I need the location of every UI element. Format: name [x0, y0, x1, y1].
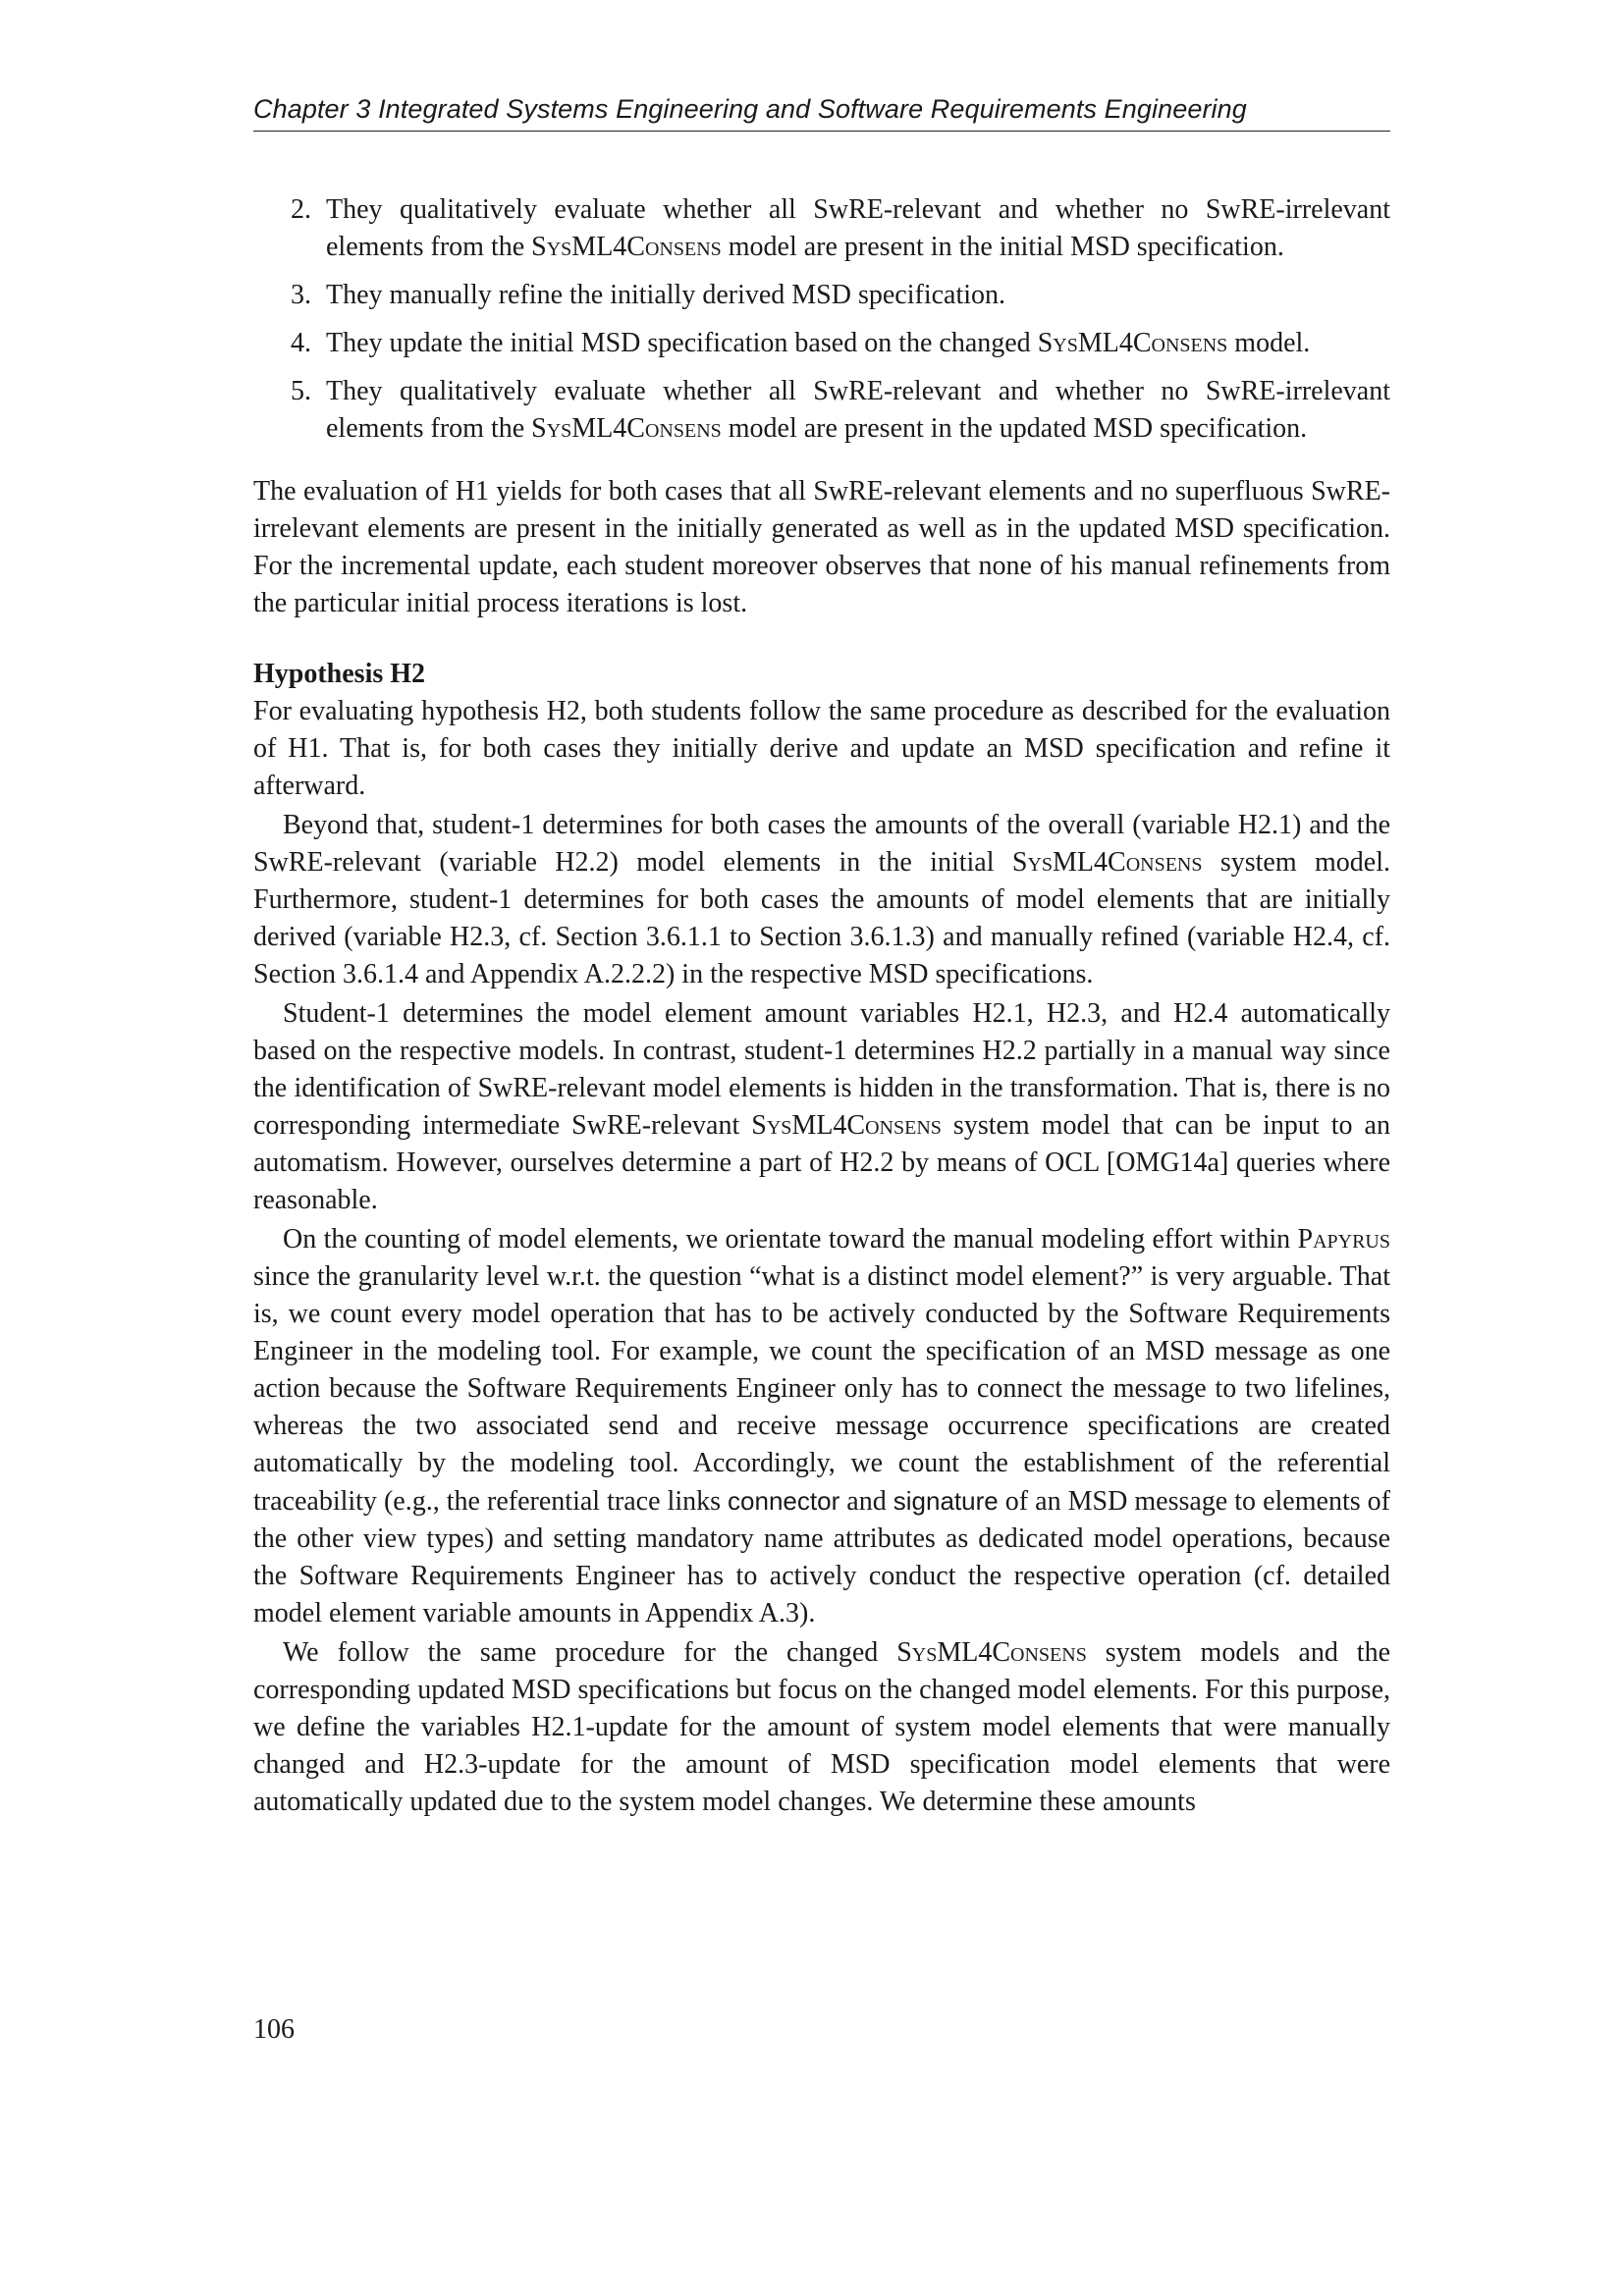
- page-body: [253, 191, 1390, 1821]
- text-run: On the counting of model elements, we orientate toward the manual modeling effort within: [283, 1224, 1298, 1255]
- list-number: 3.: [291, 280, 311, 310]
- list-number: 5.: [291, 376, 311, 406]
- code-term-signature: signature: [893, 1486, 999, 1516]
- text-run: and: [839, 1486, 893, 1517]
- h2-paragraph-4: [253, 1221, 1390, 1632]
- list-item: [253, 191, 1390, 266]
- tool-name: SysML4Consens: [531, 232, 722, 262]
- hypothesis-h2-heading: Hypothesis H2: [253, 659, 426, 689]
- tool-name: SysML4Consens: [531, 413, 722, 444]
- list-text: They qualitatively evaluate whether all SwRE-relevant and whether no SwRE-irrelevant elements from the: [326, 194, 1390, 262]
- list-text: model are present in the initial MSD specification.: [721, 232, 1284, 262]
- list-item: [253, 325, 1390, 362]
- h2-paragraph-3: [253, 995, 1390, 1219]
- list-number: 2.: [291, 194, 311, 225]
- text-run: of an MSD message to elements of the other view types) and setting mandatory name attributes as dedicated model operations, because the Software Requirements Engineer has to actively conduct the respective operation (cf. detailed model element variable amounts in Appendix A.3).: [253, 1486, 1390, 1629]
- list-text: model.: [1227, 328, 1311, 358]
- text-run: since the granularity level w.r.t. the question “what is a distinct model element?” is very arguable. That is, we count every model operation that has to be actively conducted by the Software Requirements Engineer in the modeling tool. For example, we count the specification of an MSD message as one action because the Software Requirements Engineer only has to connect the message to two lifelines, whereas the two associated send and receive message occurrence specifications are created automatically by the modeling tool. Accordingly, we count the establishment of the referential traceability (e.g., the referential trace links: [253, 1261, 1390, 1517]
- tool-name: SysML4Consens: [751, 1110, 942, 1141]
- text-run: system model that can be input to an automatism. However, ourselves determine a part of H2.2 by means of OCL [OMG14a] queries where reasonable.: [253, 1110, 1390, 1215]
- text-run: We follow the same procedure for the changed: [283, 1637, 897, 1668]
- h2-paragraph-1: For evaluating hypothesis H2, both students follow the same procedure as described for the evaluation of H1. That is, for both cases they initially derive and update an MSD specification and refine it afterward.: [253, 696, 1390, 801]
- list-number: 4.: [291, 328, 311, 358]
- tool-name: SysML4Consens: [896, 1637, 1087, 1668]
- tool-name: SysML4Consens: [1011, 847, 1203, 878]
- h2-paragraph-2: [253, 807, 1390, 993]
- text-run: system model. Furthermore, student-1 determines for both cases the amounts of model elements that are initially derived (variable H2.3, cf. Section 3.6.1.1 to Section 3.6.1.3) and manually refined (variable H2.4, cf. Section 3.6.1.4 and Appendix A.2.2.2) in the respective MSD specifications.: [253, 847, 1390, 989]
- h2-paragraph-5: [253, 1634, 1390, 1821]
- tool-name: Papyrus: [1297, 1224, 1390, 1255]
- page-number: 106: [253, 2014, 295, 2045]
- text-run: Student-1 determines the model element amount variables H2.1, H2.3, and H2.4 automatically based on the respective models. In contrast, student-1 determines H2.2 partially in a manual way since the identification of SwRE-relevant model elements is hidden in the transformation. That is, there is no corresponding intermediate SwRE-relevant: [253, 998, 1390, 1141]
- list-text: model are present in the updated MSD specification.: [721, 413, 1308, 444]
- list-text: They manually refine the initially derived MSD specification.: [326, 280, 1006, 310]
- list-text: They qualitatively evaluate whether all SwRE-relevant and whether no SwRE-irrelevant elements from the: [326, 376, 1390, 444]
- text-run: Beyond that, student-1 determines for both cases the amounts of the overall (variable H2.1) and the SwRE-relevant (variable H2.2) model elements in the initial: [253, 810, 1390, 878]
- list-item: [253, 373, 1390, 448]
- running-header: Chapter 3 Integrated Systems Engineering and Software Requirements Engineering: [253, 94, 1390, 132]
- procedure-list: [253, 191, 1390, 448]
- text-run: system models and the corresponding updated MSD specifications but focus on the changed model elements. For this purpose, we define the variables H2.1-update for the amount of system model elements that were manually changed and H2.3-update for the amount of MSD specification model elements that were automatically updated due to the system model changes. We determine these amounts: [253, 1637, 1390, 1817]
- list-text: They update the initial MSD specification based on the changed: [326, 328, 1038, 358]
- tool-name: SysML4Consens: [1037, 328, 1228, 358]
- h1-evaluation-paragraph: The evaluation of H1 yields for both cases that all SwRE-relevant elements and no superfluous SwRE-irrelevant elements are present in the initially generated as well as in the updated MSD specification. For the incremental update, each student moreover observes that none of his manual refinements from the particular initial process iterations is lost.: [253, 476, 1390, 618]
- code-term-connector: connector: [728, 1486, 840, 1516]
- list-item: [253, 277, 1390, 314]
